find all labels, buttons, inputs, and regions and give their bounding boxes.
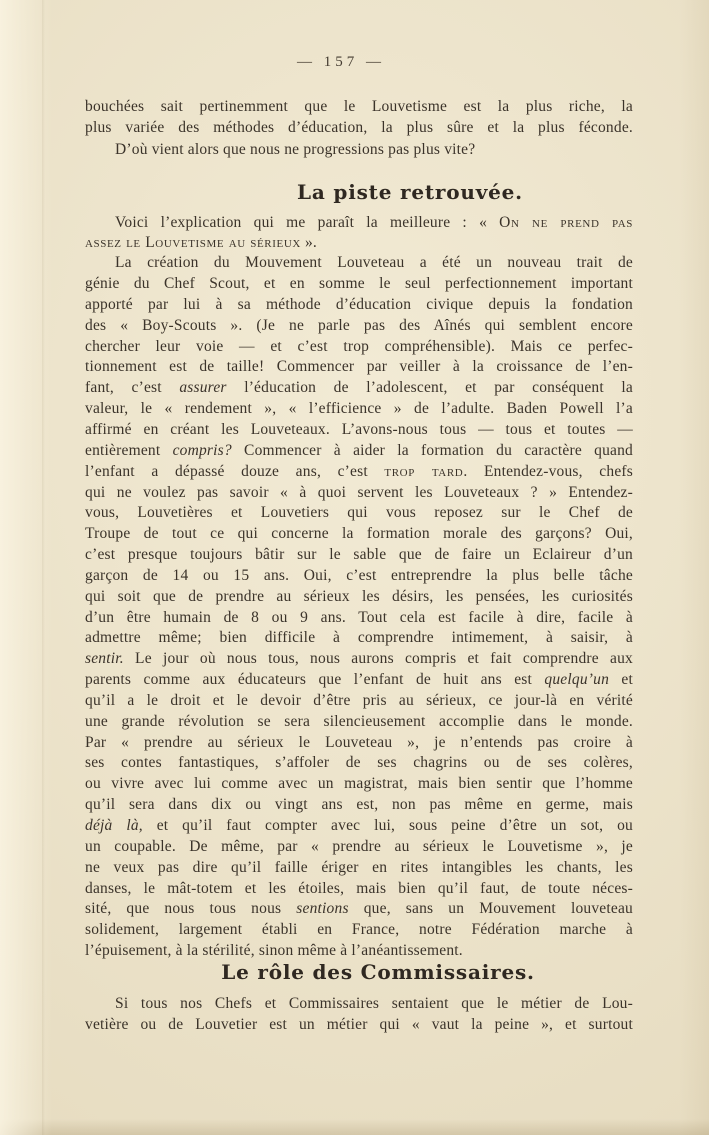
text-block <box>85 97 633 1036</box>
text-line: D’où vient alors que nous ne progressions pas plus vite? <box>115 140 476 158</box>
paragraph <box>85 994 633 1036</box>
paragraph <box>85 213 633 255</box>
text-line: tionnement est de taille! Commencer par veiller à la croissance de l’en- <box>85 358 633 376</box>
section-heading: La piste retrouvée. <box>297 179 523 204</box>
text-line: Par « prendre au sérieux le Louveteau », je n’entends pas croire à <box>85 733 633 751</box>
text-line: bouchées sait pertinemment que le Louvetisme est la plus riche, la <box>85 98 633 115</box>
text-line: génie du Chef Scout, et en somme le seul perfectionnement important <box>85 275 633 293</box>
text-line: garçon de 14 ou 15 ans. Oui, c’est entreprendre la plus belle tâche <box>85 566 633 584</box>
text-line: l’épuisement, à la stérilité, sinon même à l’anéantissement. <box>85 942 463 960</box>
text-line: déjà là, et qu’il faut compter avec lui, sous peine d’être un sot, ou <box>85 817 633 834</box>
text-line: assez le Louvetisme au sérieux ». <box>85 234 318 252</box>
text-line: d’un être humain de 8 ou 9 ans. Tout cela est facile à dire, facile à <box>85 608 633 626</box>
text-line: l’enfant a dépassé douze ans, c’est trop tard. Entendez-vous, chefs <box>85 462 633 480</box>
paragraph <box>85 140 633 161</box>
text-line: chercher leur voie — et c’est trop compréhensible). Mais ce perfec- <box>85 337 633 355</box>
text-line: Si tous nos Chefs et Commissaires sentaient que le métier de Lou- <box>115 994 633 1012</box>
text-line: ses contes fantastiques, s’affoler de ses chagrins ou de ses colères, <box>85 754 633 772</box>
text-line: solidement, largement établi en France, notre Fédération marche à <box>85 921 633 939</box>
text-line: ou vivre avec lui comme avec un magistrat, mais bien sentir que l’homme <box>85 775 633 793</box>
text-line: sité, que nous tous nous sentions que, sans un Mouvement louveteau <box>85 900 633 918</box>
text-line: qu’il sera dans dix ou vingt ans est, non pas même en germe, mais <box>85 796 633 814</box>
text-line: qu’il a le droit et le devoir d’être pris au sérieux, ce jour-là en vérité <box>85 691 633 709</box>
text-line: Voici l’explication qui me paraît la meilleure : « On ne prend pas <box>115 213 633 231</box>
text-line: des « Boy-Scouts ». (Je ne parle pas des Aînés qui semblent encore <box>85 316 633 334</box>
text-line: valeur, le « rendement », « l’efficience » de l’adulte. Baden Powell l’a <box>85 400 633 418</box>
text-line: ne veux pas dire qu’il faille ériger en rites intangibles les chants, les <box>85 858 633 876</box>
text-line: une grande révolution se sera silencieusement accomplie dans le monde. <box>85 712 633 730</box>
text-line: qui soit que de prendre au sérieux les désirs, les pensées, les curiosités <box>85 587 633 605</box>
paragraph <box>85 253 633 962</box>
text-line: fant, c’est assurer l’éducation de l’adolescent, et par conséquent la <box>85 379 633 397</box>
paragraph <box>85 97 633 139</box>
text-line: Troupe de tout ce qui concerne la formation morale des garçons? Oui, <box>85 525 633 543</box>
text-line: admettre même; bien difficile à comprendre intimement, à saisir, à <box>85 629 633 647</box>
text-line: parents comme aux éducateurs que l’enfant de huit ans est quelqu’un et <box>85 671 633 689</box>
text-line: La création du Mouvement Louveteau a été un nouveau trait de <box>115 254 633 272</box>
text-line: entièrement compris? Commencer à aider la formation du caractère quand <box>85 441 633 459</box>
text-line: plus variée des méthodes d’éducation, la plus sûre et la plus féconde. <box>85 118 633 136</box>
text-line: danses, le mât-totem et les étoiles, mais bien qu’il faut, de toute néces- <box>85 879 633 897</box>
text-line: c’est presque toujours bâtir sur le sable que de faire un Eclaireur d’un <box>85 546 633 564</box>
text-line: sentir. Le jour où nous tous, nous aurons compris et fait comprendre aux <box>85 650 633 668</box>
section-heading: Le rôle des Commissaires. <box>221 959 535 984</box>
text-line: qui ne voulez pas savoir « à quoi servent les Louveteaux ? » Entendez- <box>85 483 633 501</box>
page-number: — 157 — <box>297 54 385 70</box>
text-line: un coupable. De même, par « prendre au sérieux le Louvetisme », je <box>85 837 633 855</box>
text-line: apporté par lui à sa méthode d’éducation civique depuis la fondation <box>85 295 633 313</box>
text-line: affirmé en créant les Louveteaux. L’avons-nous tous — tous et toutes — <box>85 420 633 438</box>
text-line: vous, Louvetières et Louvetiers qui vous reposez sur le Chef de <box>85 504 633 522</box>
text-line: vetière ou de Louvetier est un métier qui « vaut la peine », et surtout <box>85 1015 633 1033</box>
